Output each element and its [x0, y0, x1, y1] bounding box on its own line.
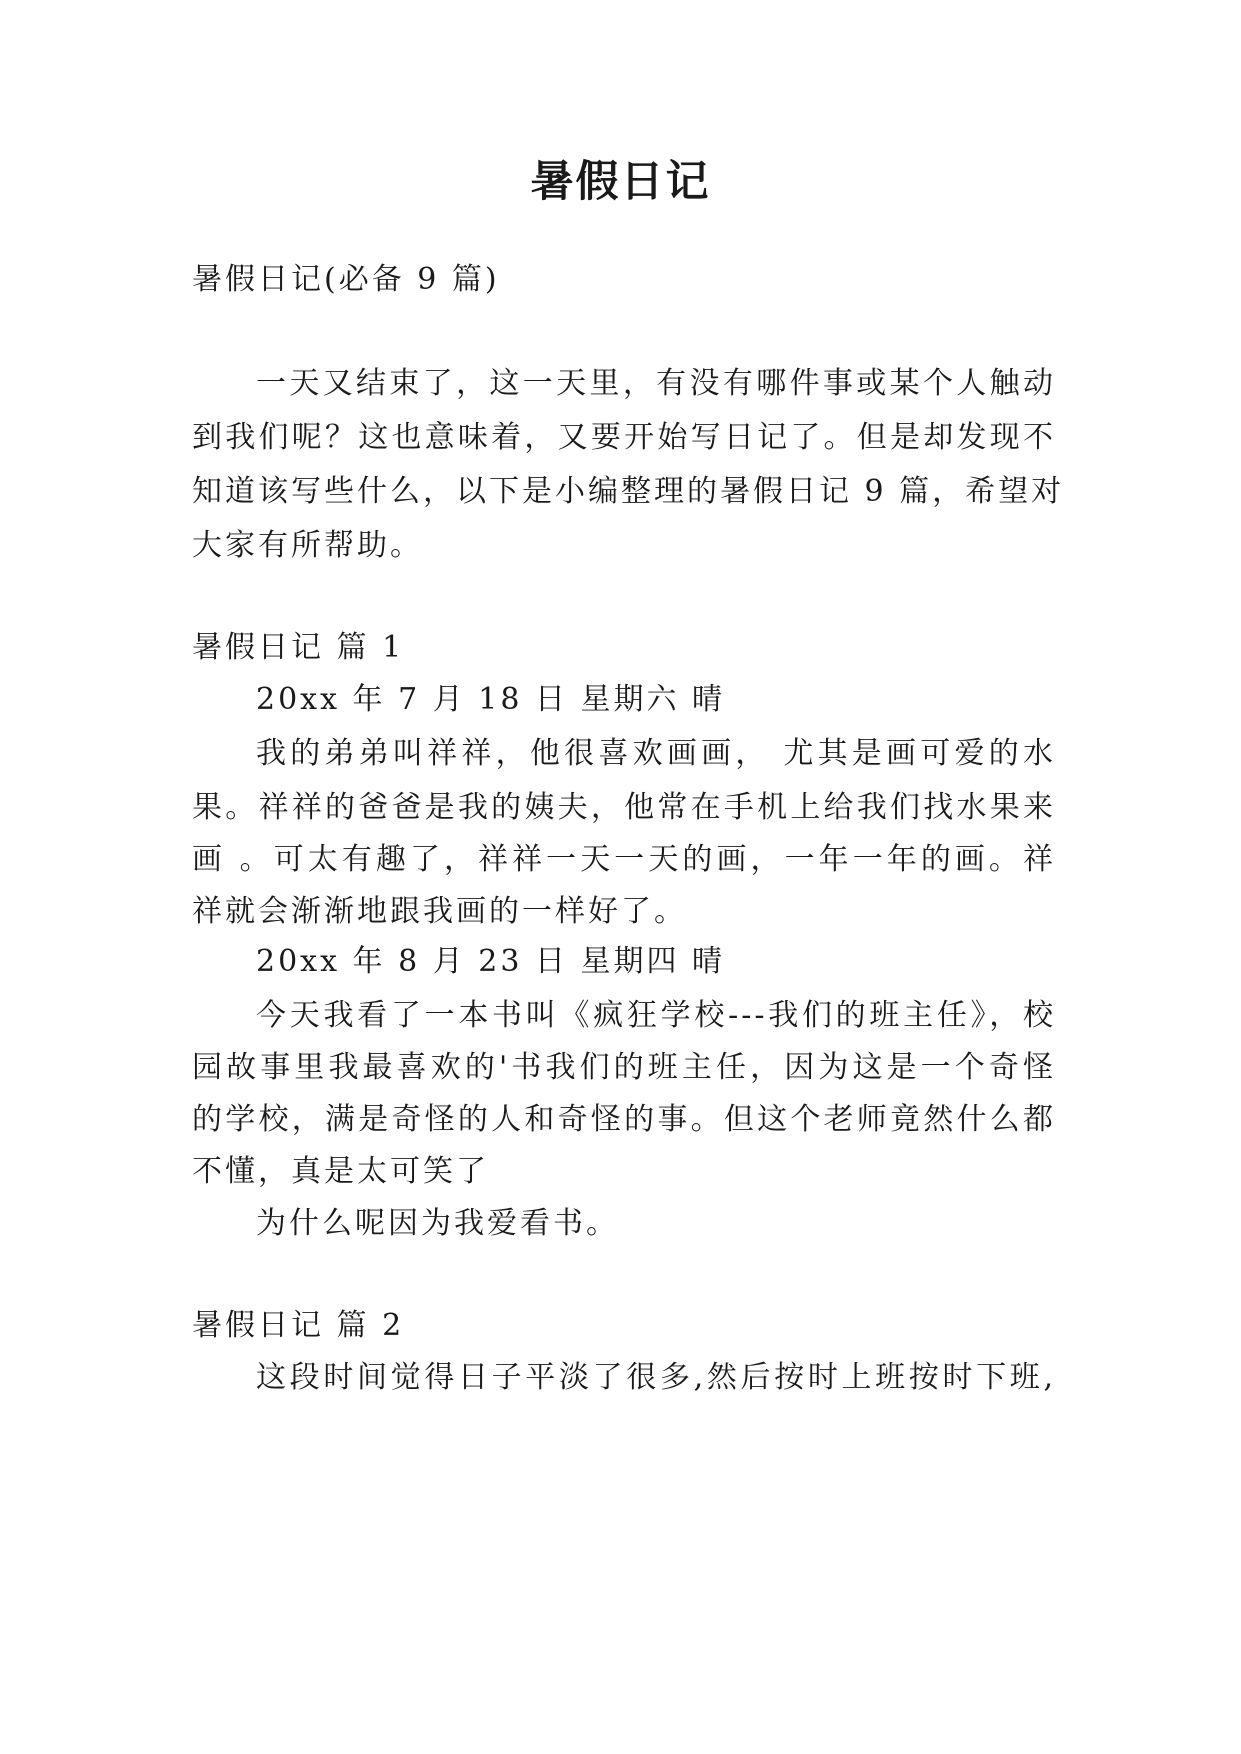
entry-line: 这段时间觉得日子平淡了很多,然后按时上班按时下班,	[256, 1360, 1056, 1395]
intro-line: 大家有所帮助。	[192, 528, 423, 563]
section-heading: 暑假日记 篇 1	[192, 630, 405, 665]
entry-date: 20xx 年 8 月 23 日 星期四 晴	[256, 944, 726, 979]
entry-line: 果。祥祥的爸爸是我的姨夫，他常在手机上给我们找水果来	[192, 790, 1056, 825]
entry-date: 20xx 年 7 月 18 日 星期六 晴	[256, 682, 726, 717]
entry-line: 画 。可太有趣了，祥祥一天一天的画，一年一年的画。祥	[192, 842, 1056, 877]
document-title: 暑假日记	[530, 157, 711, 207]
entry-line: 的学校，满是奇怪的人和奇怪的事。但这个老师竟然什么都	[192, 1102, 1056, 1137]
intro-line: 一天又结束了，这一天里，有没有哪件事或某个人触动	[256, 366, 1056, 401]
entry-line: 我的弟弟叫祥祥，他很喜欢画画， 尤其是画可爱的水	[256, 736, 1056, 771]
intro-line: 知道该写些什么，以下是小编整理的暑假日记 9 篇，希望对	[192, 474, 1065, 509]
entry-line: 园故事里我最喜欢的'书我们的班主任，因为这是一个奇怪	[192, 1050, 1056, 1085]
entry-line: 今天我看了一本书叫《疯狂学校---我们的班主任》，校	[256, 998, 1056, 1033]
document-subtitle: 暑假日记(必备 9 篇)	[192, 262, 500, 297]
entry-line: 不懂，真是太可笑了	[192, 1154, 489, 1189]
entry-line: 为什么呢因为我爱看书。	[256, 1206, 619, 1241]
entry-line: 祥就会渐渐地跟我画的一样好了。	[192, 894, 687, 929]
section-heading: 暑假日记 篇 2	[192, 1308, 405, 1343]
intro-line: 到我们呢？这也意味着，又要开始写日记了。但是却发现不	[192, 420, 1056, 455]
